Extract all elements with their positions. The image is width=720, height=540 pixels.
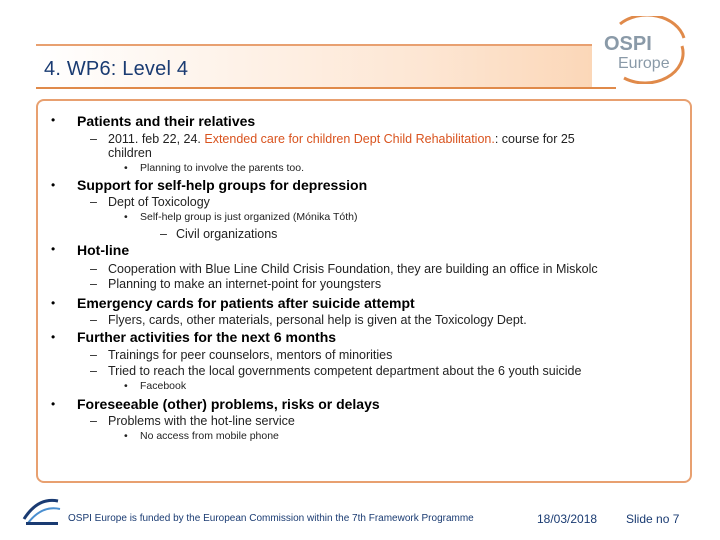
heading-patients: Patients and their relatives bbox=[77, 113, 256, 129]
bullet: • bbox=[124, 211, 128, 223]
sub-flyers: Flyers, cards, other materials, personal help is given at the Toxicology Dept. bbox=[108, 313, 527, 327]
heading-problems: Foreseeable (other) problems, risks or delays bbox=[77, 396, 380, 412]
slide-number: Slide no 7 bbox=[626, 512, 680, 526]
heading-emergency: Emergency cards for patients after suicide attempt bbox=[77, 295, 415, 311]
heading-further: Further activities for the next 6 months bbox=[77, 329, 337, 345]
bullet: • bbox=[51, 178, 56, 192]
dash: – bbox=[90, 262, 97, 276]
logo-ospi-text: OSPI bbox=[604, 33, 652, 55]
bullet: • bbox=[124, 162, 128, 174]
sub-internet-point: Planning to make an internet-point for youngsters bbox=[108, 277, 382, 291]
fp7-logo bbox=[20, 493, 64, 529]
footer-funding: OSPI Europe is funded by the European Commission within the 7th Framework Programme bbox=[68, 513, 474, 524]
sub-hotline-service: Problems with the hot-line service bbox=[108, 414, 295, 428]
bullet: • bbox=[51, 242, 56, 256]
ospi-europe-logo bbox=[600, 16, 690, 84]
bullet: • bbox=[124, 380, 128, 392]
sub-suffix: : course for 25 bbox=[494, 132, 575, 146]
dash: – bbox=[90, 195, 97, 209]
sub-trainings: Trainings for peer counselors, mentors of minorities bbox=[108, 348, 393, 362]
dash: – bbox=[90, 348, 97, 362]
dash: – bbox=[90, 364, 97, 378]
dash: – bbox=[160, 227, 167, 241]
sub-civil: Civil organizations bbox=[176, 227, 278, 241]
sub-extended-care-cont: children bbox=[108, 146, 152, 160]
slide-title: 4. WP6: Level 4 bbox=[44, 58, 189, 80]
dash: – bbox=[90, 313, 97, 327]
heading-hotline: Hot-line bbox=[77, 242, 130, 258]
bullet: • bbox=[51, 113, 56, 127]
dash: – bbox=[90, 132, 97, 146]
bullet: • bbox=[124, 430, 128, 442]
sub-prefix: 2011. feb 22, 24. bbox=[108, 132, 205, 146]
sub-blue-line: Cooperation with Blue Line Child Crisis Foundation, they are building an office in Miskolc bbox=[108, 262, 598, 276]
dash: – bbox=[90, 277, 97, 291]
footer-date: 18/03/2018 bbox=[537, 512, 598, 526]
bullet: • bbox=[51, 397, 56, 411]
item-parents: Planning to involve the parents too. bbox=[140, 162, 305, 174]
item-self-help-group: Self-help group is just organized (Mónika Tóth) bbox=[140, 211, 358, 223]
heading-self-help: Support for self-help groups for depression bbox=[77, 177, 368, 193]
sub-highlight: Extended care for children Dept Child Rehabilitation. bbox=[204, 132, 495, 146]
item-facebook: Facebook bbox=[140, 380, 187, 392]
bullet: • bbox=[51, 296, 56, 310]
dash: – bbox=[90, 414, 97, 428]
sub-toxicology: Dept of Toxicology bbox=[108, 195, 210, 209]
bullet: • bbox=[51, 330, 56, 344]
sub-extended-care bbox=[108, 132, 575, 146]
item-mobile: No access from mobile phone bbox=[140, 430, 279, 442]
title-underline bbox=[36, 87, 616, 89]
sub-local-gov: Tried to reach the local governments competent department about the 6 youth suicide bbox=[108, 364, 582, 378]
logo-europe-text: Europe bbox=[618, 55, 670, 72]
